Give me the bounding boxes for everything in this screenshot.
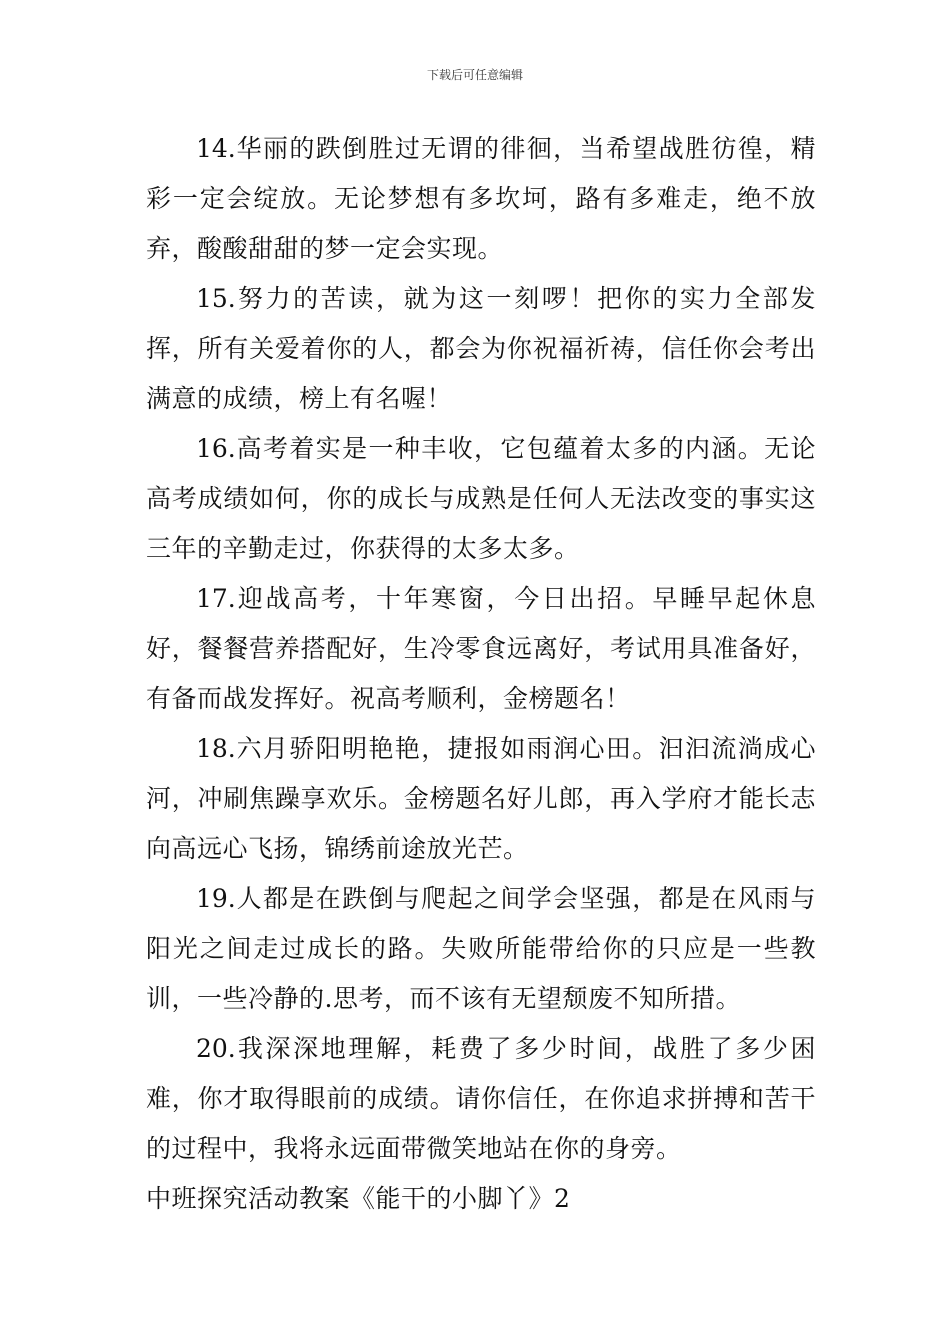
paragraph-number: 17. <box>196 584 236 613</box>
paragraph-text: 迎战高考，十年寒窗，今日出招。早睡早起休息好，餐餐营养搭配好，生冷零食远离好，考试用具准备好，有备而战发挥好。祝高考顺利，金榜题名！ <box>146 584 816 713</box>
paragraph-14 <box>146 124 816 274</box>
paragraph-number: 15. <box>196 284 236 313</box>
paragraph-text: 六月骄阳明艳艳，捷报如雨润心田。汩汩流淌成心河，冲刷焦躁享欢乐。金榜题名好儿郎，再入学府才能长志向高远心飞扬，锦绣前途放光芒。 <box>146 734 816 863</box>
paragraph-number: 19. <box>196 884 236 913</box>
paragraph-18 <box>146 724 816 874</box>
paragraph-17 <box>146 574 816 724</box>
paragraph-19 <box>146 874 816 1024</box>
paragraph-number: 18. <box>196 734 236 763</box>
paragraph-text: 人都是在跌倒与爬起之间学会坚强，都是在风雨与阳光之间走过成长的路。失败所能带给你的只应是一些教训，一些冷静的.思考，而不该有无望颓废不知所措。 <box>146 884 816 1013</box>
paragraph-text: 华丽的跌倒胜过无谓的徘徊，当希望战胜彷徨，精彩一定会绽放。无论梦想有多坎坷，路有多难走，绝不放弃，酸酸甜甜的梦一定会实现。 <box>146 134 816 263</box>
paragraph-20 <box>146 1024 816 1174</box>
paragraph-text: 我深深地理解，耗费了多少时间，战胜了多少困难，你才取得眼前的成绩。请你信任，在你追求拼搏和苦干的过程中，我将永远面带微笑地站在你的身旁。 <box>146 1034 816 1163</box>
paragraph-number: 14. <box>196 134 236 163</box>
paragraph-15 <box>146 274 816 424</box>
document-body <box>146 124 816 1224</box>
paragraph-text: 努力的苦读，就为这一刻啰！把你的实力全部发挥，所有关爱着你的人，都会为你祝福祈祷，信任你会考出满意的成绩，榜上有名喔！ <box>146 284 816 413</box>
page-header-note: 下载后可任意编辑 <box>426 68 523 82</box>
paragraph-text: 高考着实是一种丰收，它包蕴着太多的内涵。无论高考成绩如何，你的成长与成熟是任何人无法改变的事实这三年的辛勤走过，你获得的太多太多。 <box>146 434 816 563</box>
paragraph-number: 20. <box>196 1034 236 1063</box>
section-title: 中班探究活动教案《能干的小脚丫》2 <box>146 1184 571 1213</box>
paragraph-number: 16. <box>196 434 236 463</box>
paragraph-16 <box>146 424 816 574</box>
